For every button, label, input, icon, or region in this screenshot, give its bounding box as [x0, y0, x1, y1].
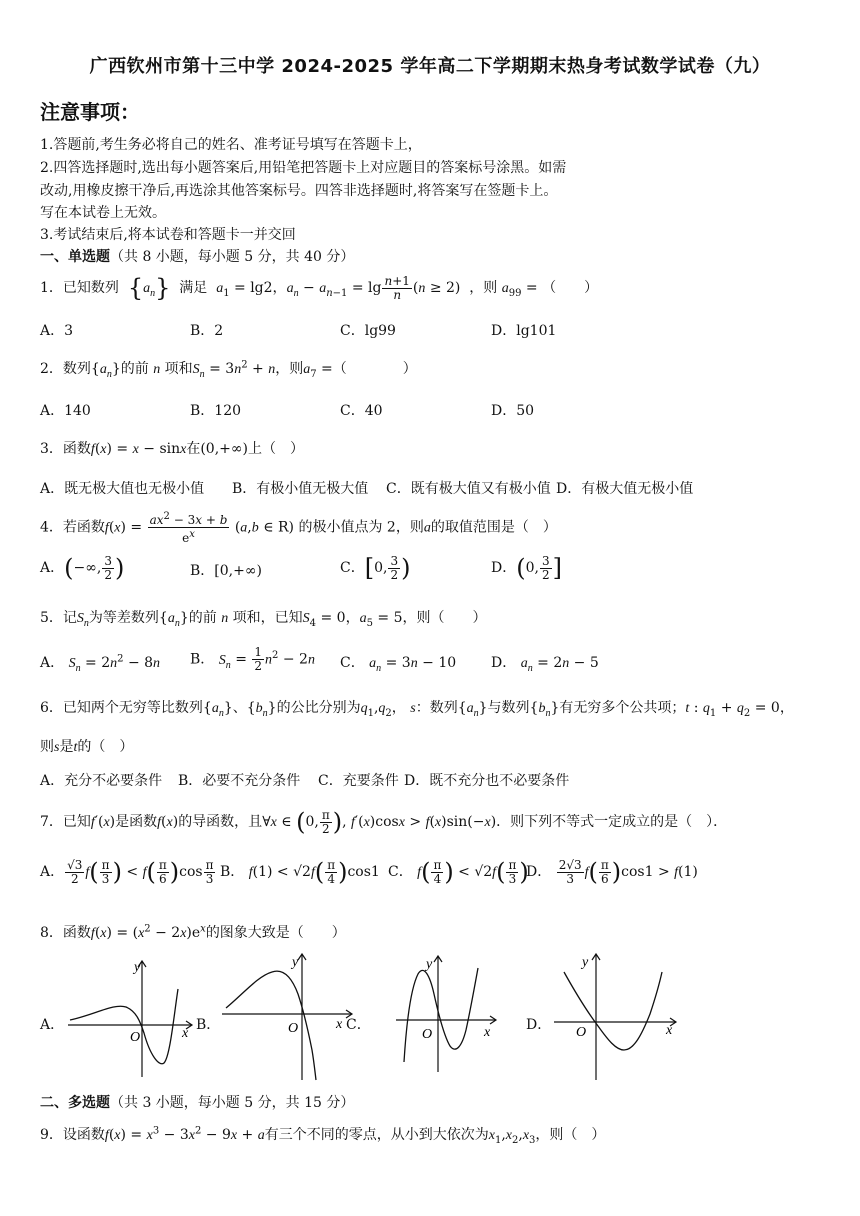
notice-line: 写在本试卷上无效。 — [40, 205, 166, 221]
option-a[interactable]: A．3 — [40, 323, 74, 339]
option-b[interactable]: B． f(1) < √2f( $\frac{\pi}{4}$ )cos1 — [220, 857, 380, 886]
option-d[interactable]: D．有极大值无极小值 — [556, 481, 694, 497]
option-b[interactable]: B．[0,+∞) — [190, 563, 262, 579]
option-b[interactable]: B．2 — [190, 323, 224, 339]
notice-line: 改动,用橡皮擦干净后,再选涂其他答案标号。四答非选择题时,将答案写在签题卡上。 — [40, 183, 558, 199]
graph-b[interactable] — [218, 950, 358, 1085]
option-d[interactable]: D． $\frac{2√3}{3}$ f( $\frac{\pi}{6}$ )cos1 > f(1) — [526, 857, 698, 886]
svg-text:y: y — [582, 955, 589, 970]
question-8: 8．函数$f(x) = (x^2 - 2x)e^x$的图象大致是（ ） — [40, 923, 346, 941]
question-4: 4．若函数f(x) = $\frac{ax^2 - 3x + b}{e^x}$ (a,b ∈ R) 的极小值点为 2，则a的取值范围是（ ） — [40, 511, 557, 545]
option-d[interactable]: D．lg101 — [491, 323, 557, 339]
question-6-line2: 则s是t的（ ） — [40, 739, 134, 755]
option-c[interactable]: C． $a_n = 3n - 10$ — [340, 655, 457, 674]
notice-line: 1.答题前,考生务必将自己的姓名、准考证号填写在答题卡上， — [40, 137, 422, 153]
svg-text:y: y — [134, 960, 141, 975]
option-b[interactable]: B．有极小值无极大值 — [232, 481, 369, 497]
section-single-choice — [40, 246, 354, 266]
svg-text:x: x — [336, 1017, 343, 1032]
section-desc: （共 8 小题，每小题 5 分，共 40 分） — [110, 249, 355, 265]
question-1: 1．已知数列 $\{a_n\}$ 满足 $a_1 = \lg 2$，$a_n - a_{n-1} = \lg$ $\frac{n+1}{n}$ (n ≥ 2) ，则 $a_{99}$ = （ ） — [40, 273, 599, 302]
svg-text:O: O — [130, 1030, 141, 1045]
option-c[interactable]: C．[0, $\frac{3}{2}$ ) — [340, 553, 411, 582]
option-d[interactable]: D． $a_n = 2n - 5$ — [491, 655, 599, 674]
question-6: 6．已知两个无穷等比数列$\{a_n\}$、$\{b_n\}$的公比分别为$q_1,q_2$， s：数列$\{a_n\}$与数列$\{b_n\}$有无穷多个公共项；t : $q_1 + q_2 = 0$， — [40, 700, 794, 719]
option-a[interactable]: A． $\frac{√3}{2}$ f( $\frac{\pi}{3}$ ) < f( $\frac{\pi}{6}$ )cos $\frac{\pi}{3}$ — [40, 857, 214, 886]
section-name: 二、多选题 — [40, 1095, 110, 1111]
question-7: 7．已知f′(x)是函数f(x)的导函数，且∀x ∈ (0, $\frac{\pi}{2}$ ), f′(x)cosx > f(x)sin(−x)．则下列不等式一定成立的是（ ）． — [40, 807, 728, 836]
option-b[interactable]: B．必要不充分条件 — [178, 773, 301, 789]
question-5: 5．记$S_n$为等差数列$\{a_n\}$的前 n 项和，已知$S_4 = 0$，$a_5 = 5$，则（ ） — [40, 610, 487, 629]
option-b[interactable]: B． — [196, 1017, 221, 1033]
option-d[interactable]: D．50 — [491, 403, 535, 419]
option-d[interactable]: D．既不充分也不必要条件 — [404, 773, 570, 789]
svg-text:y: y — [292, 955, 299, 970]
svg-text:O: O — [288, 1021, 299, 1036]
notice-line: 2.四答选择题时,选出每小题答案后,用铅笔把答题卡上对应题目的答案标号涂黑。如需 — [40, 160, 567, 176]
option-b[interactable]: B．120 — [190, 403, 242, 419]
option-c[interactable]: C．既有极大值又有极小值 — [386, 481, 551, 497]
svg-text:O: O — [422, 1027, 433, 1042]
option-c[interactable]: C． f( $\frac{\pi}{4}$ ) < √2f( $\frac{\pi}{3}$ ) — [388, 857, 529, 886]
graph-c[interactable] — [392, 950, 502, 1085]
graph-d[interactable] — [550, 950, 685, 1085]
option-a[interactable]: A． $S_n = 2n^2 - 8n$ — [40, 653, 161, 674]
svg-text:O: O — [576, 1025, 587, 1040]
option-c[interactable]: C．充要条件 — [318, 773, 399, 789]
option-a[interactable]: A．充分不必要条件 — [40, 773, 163, 789]
option-a[interactable]: A．既无极大值也无极小值 — [40, 481, 205, 497]
option-d[interactable]: D．(0, $\frac{3}{2}$ ] — [491, 553, 562, 582]
option-b[interactable]: B． $S_n$ = $\frac{1}{2}$ $n^2 - 2n$ — [190, 645, 315, 673]
svg-text:x: x — [666, 1023, 673, 1038]
svg-text:x: x — [484, 1025, 491, 1040]
exam-title: 广西钦州市第十三中学 2024-2025 学年高二下学期期末热身考试数学试卷（九） — [89, 56, 771, 77]
question-9: 9．设函数$f(x) = x^3 - 3x^2 - 9x + a$有三个不同的零点，从小到大依次为$x_1,x_2,x_3$，则（ ） — [40, 1125, 606, 1146]
notice-heading: 注意事项： — [40, 100, 140, 124]
graph-a[interactable] — [64, 955, 199, 1085]
section-multi-choice — [40, 1092, 354, 1112]
svg-text:y: y — [426, 957, 433, 972]
question-3: 3．函数f(x) = x − sinx在(0,+∞)上（ ） — [40, 441, 305, 457]
option-a[interactable]: A．140 — [40, 403, 91, 419]
option-a[interactable]: A． — [40, 1017, 65, 1033]
option-c[interactable]: C． — [346, 1017, 371, 1033]
section-name: 一、单选题 — [40, 249, 110, 265]
question-2: 2．数列$\{a_n\}$的前 n 项和$S_n = 3n^2 + n$，则$a_7$ =（ ） — [40, 359, 417, 380]
notice-line: 3.考试结束后,将本试卷和答题卡一并交回 — [40, 227, 296, 243]
option-a[interactable]: A．(−∞, $\frac{3}{2}$ ) — [40, 553, 125, 582]
option-d[interactable]: D． — [526, 1017, 552, 1033]
svg-text:x: x — [182, 1026, 189, 1041]
option-c[interactable]: C．lg99 — [340, 323, 396, 339]
option-c[interactable]: C．40 — [340, 403, 383, 419]
section-desc: （共 3 小题，每小题 5 分，共 15 分） — [110, 1095, 355, 1111]
